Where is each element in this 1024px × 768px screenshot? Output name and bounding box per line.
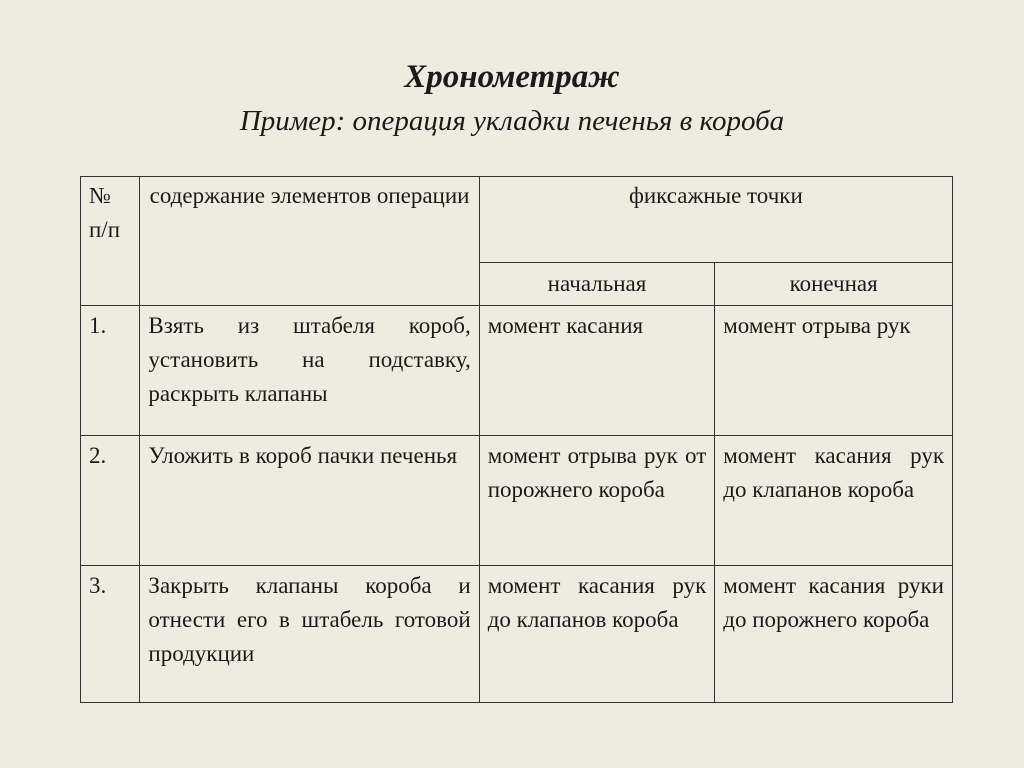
row-num: 3. (81, 566, 140, 703)
slide-subtitle: Пример: операция укладки печенья в короба (239, 105, 785, 137)
row-end-point: момент отрыва рук (715, 306, 953, 436)
chronometry-table (80, 176, 953, 703)
row-start-point: момент отрыва рук от порожнего короба (479, 436, 715, 566)
slide-title: Хронометраж (404, 59, 620, 95)
table-header-row (81, 177, 953, 263)
row-num: 2. (81, 436, 140, 566)
row-start-point: момент касания рук до клапанов короба (479, 566, 715, 703)
row-content: Взять из штабеля короб, установить на подставку, раскрыть клапаны (140, 306, 479, 436)
header-num: № п/п (81, 177, 140, 306)
row-content: Закрыть клапаны короба и отнести его в штабель готовой продукции (140, 566, 479, 703)
header-content: содержание элементов операции (140, 177, 479, 306)
table-row (81, 566, 953, 703)
row-num: 1. (81, 306, 140, 436)
header-start: начальная (479, 263, 715, 306)
row-start-point: момент касания (479, 306, 715, 436)
header-end: конечная (715, 263, 953, 306)
table-row (81, 306, 953, 436)
row-content: Уложить в короб пачки печенья (140, 436, 479, 566)
row-end-point: момент касания рук до клапанов короба (715, 436, 953, 566)
row-end-point: момент касания руки до порожнего короба (715, 566, 953, 703)
table-row (81, 436, 953, 566)
header-fix-points: фиксажные точки (479, 177, 952, 263)
